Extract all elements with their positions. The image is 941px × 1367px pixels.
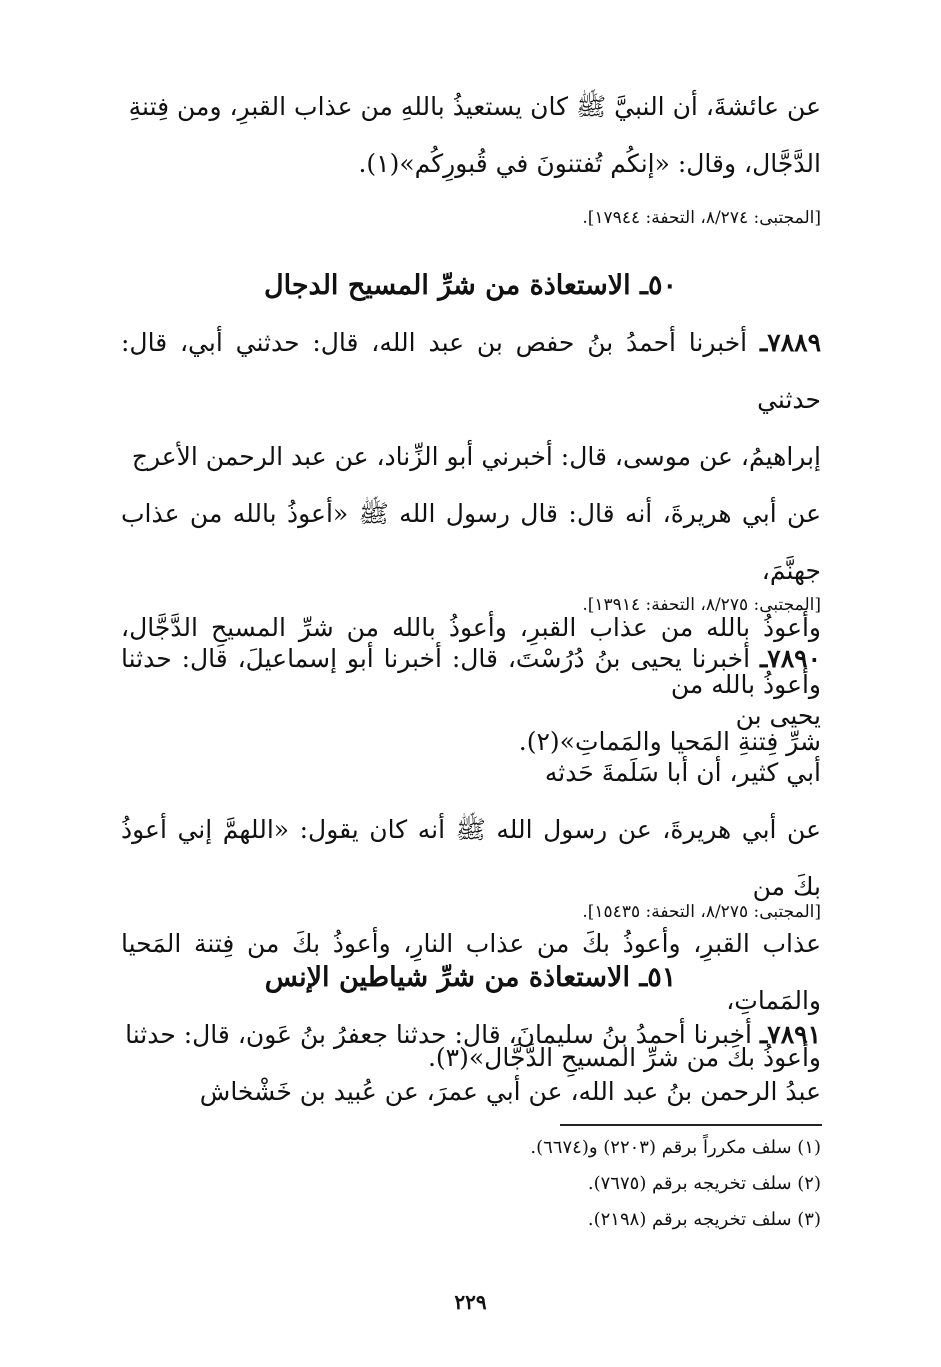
chapter-heading: ٥١ـ الاستعاذة من شرِّ شياطين الإنس <box>264 962 677 993</box>
text-line: الدَّجَّال، وقال: «إنكُم تُفتنونَ في قُبورِكُم»(١). <box>358 149 821 178</box>
chapter-heading: ٥٠ـ الاستعاذة من شرِّ المسيح الدجال <box>264 270 677 301</box>
text-line: أبي كثير، أن أبا سَلَمةَ حَدثه <box>544 758 821 787</box>
footnote: (٣) سلف تخريجه برقم (٢١٩٨). <box>587 1209 821 1230</box>
text-line: عبدُ الرحمن بنُ عبد الله، عن أبي عمرَ، عن عُبيد بن خَشْخاش <box>199 1077 821 1106</box>
text-line: عن عائشةَ، أن النبيَّ ﷺ كان يستعيذُ باللهِ من عذاب القبرِ، ومن فِتنةِ <box>128 92 821 121</box>
footnote-separator <box>560 1124 822 1126</box>
text-line: عن أبي هريرةَ، عن رسول الله ﷺ أنه كان يقول: «اللهمَّ إني أعوذُ بكَ من <box>121 815 821 901</box>
hadith-prev-text <box>121 78 821 192</box>
footnote: (١) سلف مكرراً برقم (٢٢٠٣) و(٦٦٧٤). <box>530 1137 821 1158</box>
text-line: شرِّ فِتنةِ المَحيا والمَماتِ»(٢). <box>518 727 821 756</box>
text-line: عن أبي هريرةَ، أنه قال: قال رسول الله ﷺ «أعوذُ بالله من عذاب جهنَّمَ، <box>121 499 821 585</box>
text-line: أخبرنا أحمدُ بنُ سليمانَ، قال: حدثنا جعفرُ بنُ عَون، قال: حدثنا <box>125 1020 752 1049</box>
hadith-7889-reference: [المجتبى: ٨/٢٧٥، التحفة: ١٣٩١٤]. <box>582 595 821 615</box>
hadith-number: ٧٨٨٩ـ <box>759 328 821 357</box>
text-line: أخبرنا أحمدُ بنُ حفص بن عبد الله، قال: حدثني أبي، قال: حدثني <box>121 328 821 414</box>
text-line: وأعوذُ بالله من عذاب القبرِ، وأعوذُ بالله من شرِّ المسيحِ الدَّجَّال، وأعوذُ بالله من <box>121 613 821 699</box>
hadith-number: ٧٨٩١ـ <box>759 1020 821 1049</box>
text-line: إبراهيمُ، عن موسى، قال: أخبرني أبو الزِّناد، عن عبد الرحمن الأعرج <box>131 442 821 471</box>
page-number: ٢٢٩ <box>454 1290 487 1314</box>
hadith-7890-reference: [المجتبى: ٨/٢٧٥، التحفة: ١٥٤٣٥]. <box>582 902 821 922</box>
text-line: وأعوذُ بكَ من شرِّ المسيحِ الدَّجَّال»(٣). <box>427 1043 821 1072</box>
footnotes <box>121 1130 821 1238</box>
text-line: أخبرنا يحيى بنُ دُرُسْتَ، قال: أخبرنا أبو إسماعيلَ، قال: حدثنا يحيى بن <box>121 644 821 730</box>
hadith-number: ٧٨٩٠ـ <box>759 644 821 673</box>
text-line: عذاب القبرِ، وأعوذُ بكَ من عذاب النارِ، وأعوذُ بكَ من فِتنة المَحيا والمَماتِ، <box>121 929 821 1015</box>
hadith-7891-text <box>121 1006 821 1120</box>
footnote: (٢) سلف تخريجه برقم (٧٦٧٥). <box>587 1173 821 1194</box>
hadith-prev-reference: [المجتبى: ٨/٢٧٤، التحفة: ١٧٩٤٤]. <box>582 208 821 228</box>
